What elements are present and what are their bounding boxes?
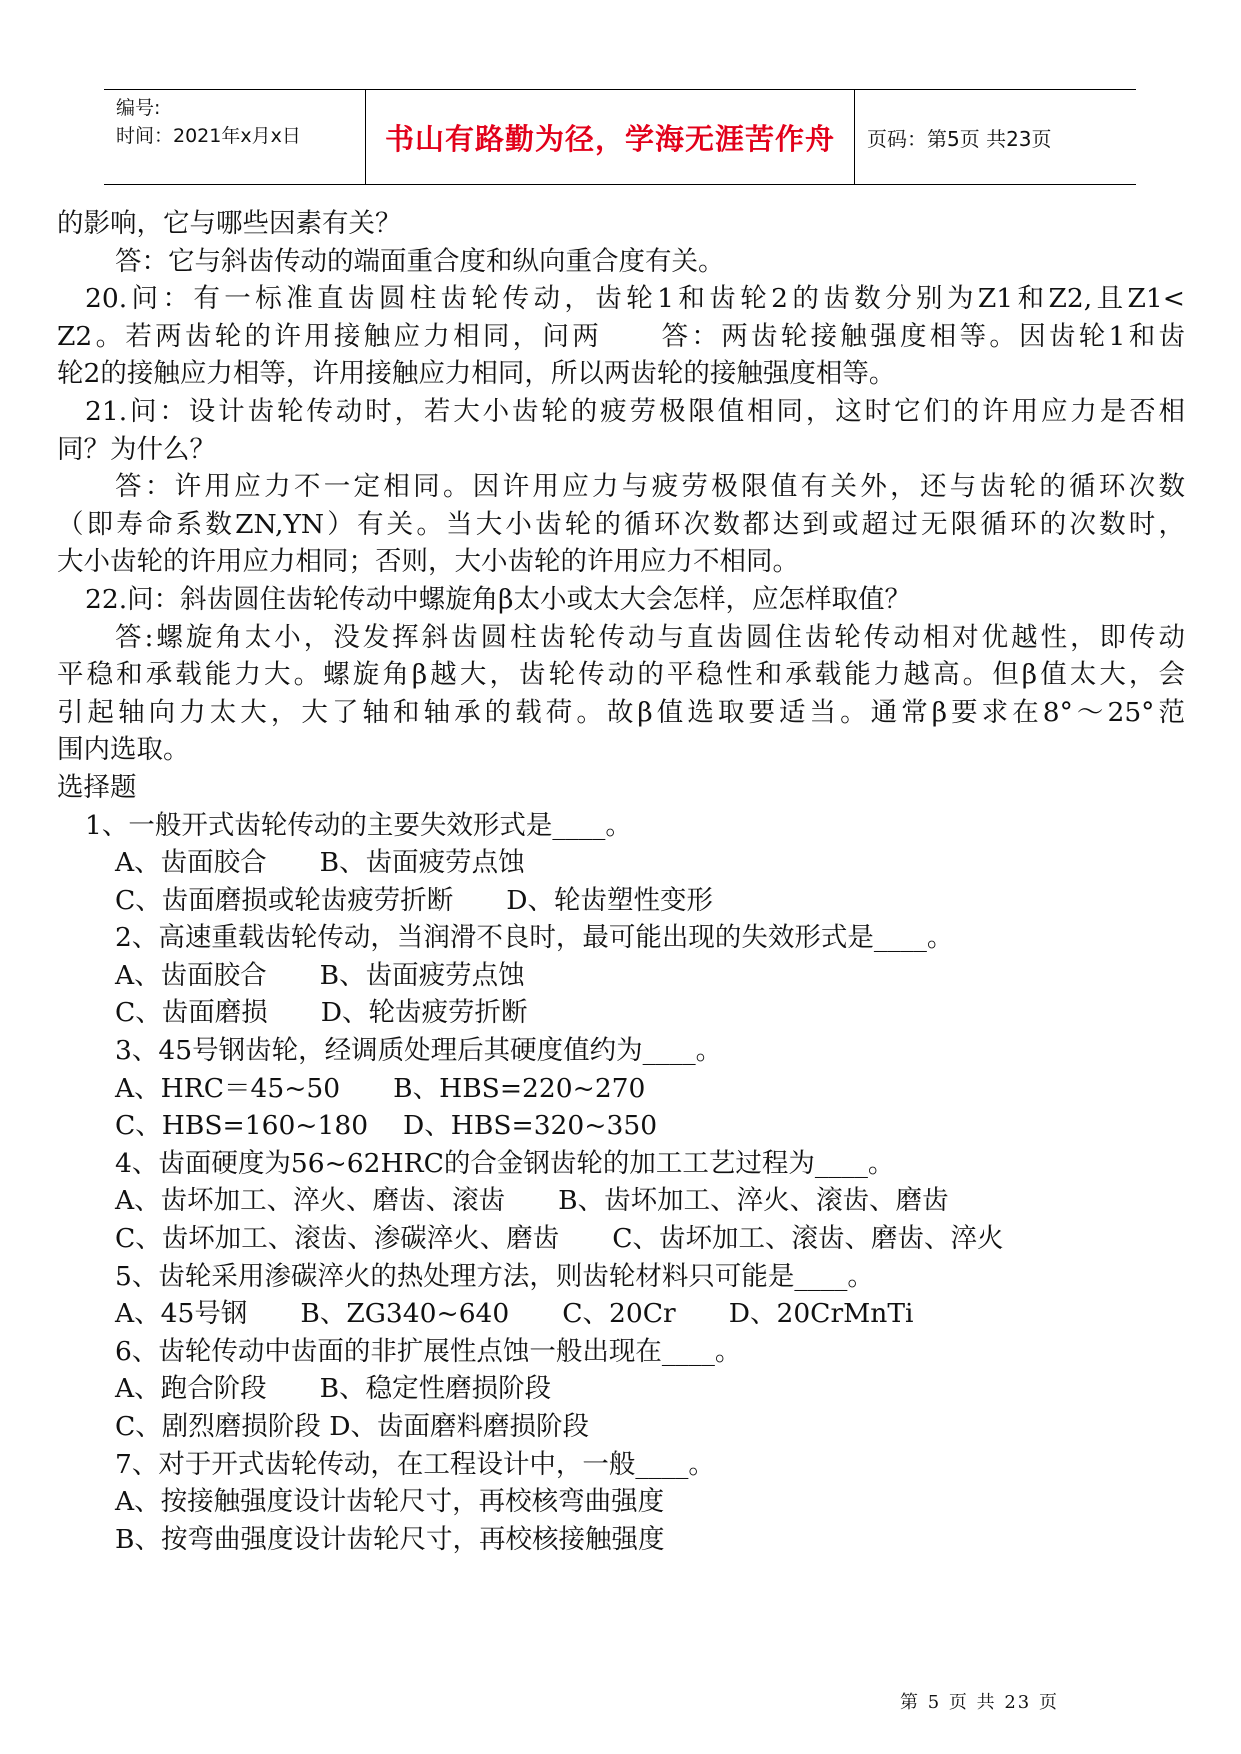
choice-question: 2、高速重载齿轮传动，当润滑不良时，最可能出现的失效形式是____。: [115, 922, 954, 954]
choice-options: A、齿坏加工、淬火、磨齿、滚齿 B、齿坏加工、淬火、滚齿、磨齿: [115, 1185, 949, 1217]
choice-question: 4、齿面硬度为56~62HRC的合金钢齿轮的加工工艺过程为____。: [115, 1147, 895, 1179]
page-header: [104, 89, 1136, 185]
document-body: [57, 205, 1185, 1558]
document-time: 时间：2021年x月x日: [116, 125, 301, 147]
header-page-info: 页码：第5页 共23页: [867, 126, 1052, 151]
choice-options: B、按弯曲强度设计齿轮尺寸，再校核接触强度: [115, 1523, 665, 1555]
choice-options: A、跑合阶段 B、稳定性磨损阶段: [115, 1373, 552, 1405]
choice-options: C、齿面磨损或轮齿疲劳折断 D、轮齿塑性变形: [115, 884, 714, 916]
choice-question: 5、齿轮采用渗碳淬火的热处理方法，则齿轮材料只可能是____。: [115, 1260, 874, 1292]
choice-options: A、齿面胶合 B、齿面疲劳点蚀: [115, 847, 525, 879]
text-line: 围内选取。: [57, 734, 190, 766]
question-line: 22.问：斜齿圆住齿轮传动中螺旋角β太小或太大会怎样，应怎样取值？: [85, 583, 911, 615]
answer-line: 答：许用应力不一定相同。因许用应力与疲劳极限值有关外，还与齿轮的循环次数: [115, 471, 1185, 503]
choice-options: A、HRC＝45~50 B、HBS=220~270: [115, 1072, 646, 1104]
choice-question: 7、对于开式齿轮传动，在工程设计中，一般____。: [115, 1448, 715, 1480]
header-motto: 书山有路勤为径，学海无涯苦作舟: [366, 90, 855, 184]
question-line: 20.问：有一标准直齿圆柱齿轮传动，齿轮1和齿轮2的齿数分别为Z1和Z2,且Z1<: [85, 283, 1185, 315]
answer-line: 答:螺旋角太小，没发挥斜齿圆柱齿轮传动与直齿圆住齿轮传动相对优越性，即传动: [115, 621, 1185, 653]
document-number-label: 编号:: [116, 97, 161, 119]
choice-options: A、45号钢 B、ZG340~640 C、20Cr D、20CrMnTi: [115, 1298, 914, 1330]
choice-options: C、齿面磨损 D、轮齿疲劳折断: [115, 997, 528, 1029]
answer-line: 答：它与斜齿传动的端面重合度和纵向重合度有关。: [115, 245, 725, 277]
question-line: 21.问：设计齿轮传动时，若大小齿轮的疲劳极限值相同，这时它们的许用应力是否相: [85, 395, 1185, 427]
text-line: 的影响，它与哪些因素有关？: [57, 208, 402, 239]
choice-options: A、按接触强度设计齿轮尺寸，再校核弯曲强度: [115, 1486, 665, 1518]
choice-question: 6、齿轮传动中齿面的非扩展性点蚀一般出现在____。: [115, 1335, 742, 1367]
choice-options: C、齿坏加工、滚齿、渗碳淬火、磨齿 C、齿坏加工、滚齿、磨齿、淬火: [115, 1223, 1004, 1255]
text-line: 平稳和承载能力大。螺旋角β越大，齿轮传动的平稳性和承载能力越高。但β值太大，会: [57, 659, 1185, 691]
choice-question: 3、45号钢齿轮，经调质处理后其硬度值约为____。: [115, 1035, 723, 1067]
text-line: Z2。若两齿轮的许用接触应力相同，问两 答：两齿轮接触强度相等。因齿轮1和齿: [57, 320, 1185, 352]
text-line: 同？为什么？: [57, 433, 216, 465]
text-line: 大小齿轮的许用应力相同；否则，大小齿轮的许用应力不相同。: [57, 546, 799, 578]
text-line: 轮2的接触应力相等，许用接触应力相同，所以两齿轮的接触强度相等。: [57, 358, 896, 390]
text-line: 引起轴向力太大，大了轴和轴承的载荷。故β值选取要适当。通常β要求在8°～25°范: [57, 696, 1185, 728]
choice-question: 1、一般开式齿轮传动的主要失效形式是____。: [85, 809, 632, 841]
section-heading: 选择题: [57, 771, 137, 803]
text-line: （即寿命系数ZN,YN）有关。当大小齿轮的循环次数都达到或超过无限循环的次数时，: [57, 508, 1185, 540]
choice-options: A、齿面胶合 B、齿面疲劳点蚀: [115, 959, 525, 991]
choice-options: C、剧烈磨损阶段 D、齿面磨料磨损阶段: [115, 1411, 589, 1442]
page-footer: 第 5 页 共 23 页: [900, 1692, 1059, 1713]
choice-options: C、HBS=160~180 D、HBS=320~350: [115, 1110, 658, 1142]
header-meta: [104, 90, 366, 184]
